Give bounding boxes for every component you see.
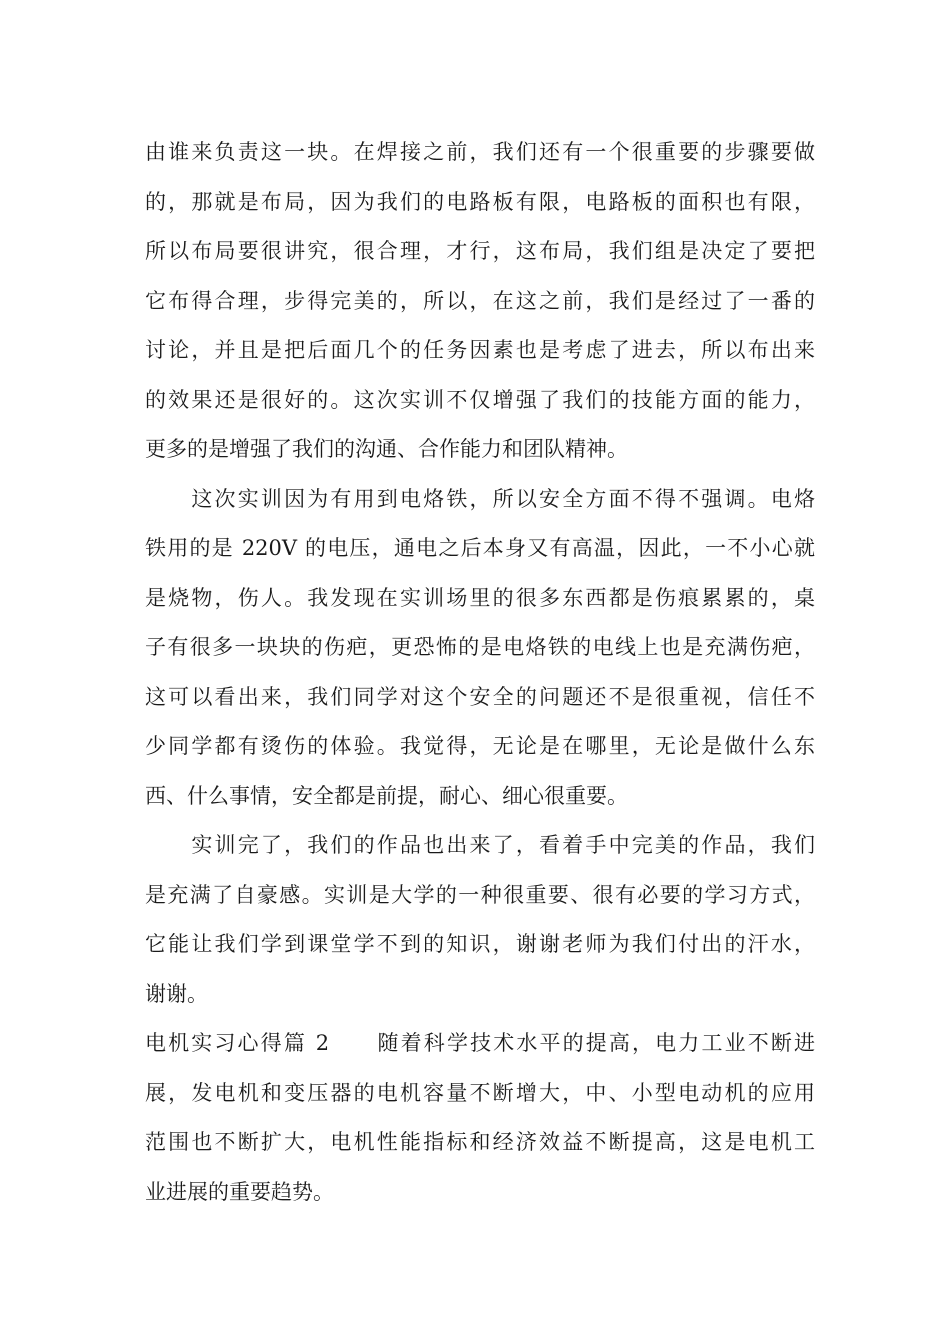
text-line: 这次实训因为有用到电烙铁，所以安全方面不得不强调。电烙 <box>145 486 815 511</box>
text-line: 所以布局要很讲究，很合理，才行，这布局，我们组是决定了要把 <box>145 239 815 263</box>
text-line: 少同学都有烫伤的体验。我觉得，无论是在哪里，无论是做什么东 <box>145 734 815 758</box>
paragraph-motor-internship-part2 <box>145 1019 815 1217</box>
text-line: 由谁来负责这一块。在焊接之前，我们还有一个很重要的步骤要做 <box>145 140 815 164</box>
text-line: 的效果还是很好的。这次实训不仅增强了我们的技能方面的能力， <box>145 387 815 412</box>
text-line: 范围也不断扩大，电机性能指标和经济效益不断提高，这是电机工 <box>145 1130 815 1154</box>
section-heading-line: 电机实习心得篇 2 随着科学技术水平的提高，电力工业不断进 <box>145 1031 815 1055</box>
text-line: 讨论，并且是把后面几个的任务因素也是考虑了进去，所以布出来 <box>145 338 815 362</box>
text-line: 更多的是增强了我们的沟通、合作能力和团队精神。 <box>145 437 628 461</box>
text-line: 展，发电机和变压器的电机容量不断增大，中、小型电动机的应用 <box>145 1080 815 1105</box>
text-line: 子有很多一块块的伤疤，更恐怖的是电烙铁的电线上也是充满伤疤， <box>145 635 815 659</box>
paragraph-conclusion <box>145 821 815 1019</box>
text-line: 是充满了自豪感。实训是大学的一种很重要、很有必要的学习方式， <box>145 882 815 907</box>
paragraph-safety <box>145 475 815 822</box>
text-line: 它能让我们学到课堂学不到的知识，谢谢老师为我们付出的汗水， <box>145 932 815 956</box>
text-line: 业进展的重要趋势。 <box>145 1179 334 1204</box>
text-line: 谢谢。 <box>145 981 208 1006</box>
text-line: 实训完了，我们的作品也出来了，看着手中完美的作品，我们 <box>145 833 815 857</box>
text-line: 的，那就是布局，因为我们的电路板有限，电路板的面积也有限， <box>145 189 815 214</box>
text-line: 是烧物，伤人。我发现在实训场里的很多东西都是伤痕累累的，桌 <box>145 585 815 610</box>
text-line: 这可以看出来，我们同学对这个安全的问题还不是很重视，信任不 <box>145 684 815 709</box>
text-line: 它布得合理，步得完美的，所以，在这之前，我们是经过了一番的 <box>145 288 815 313</box>
document-body <box>145 128 815 1217</box>
text-line: 铁用的是 220V 的电压，通电之后本身又有高温，因此，一不小心就 <box>145 536 815 560</box>
text-line: 西、什么事情，安全都是前提，耐心、细心很重要。 <box>145 783 628 808</box>
paragraph-soldering-layout <box>145 128 815 475</box>
